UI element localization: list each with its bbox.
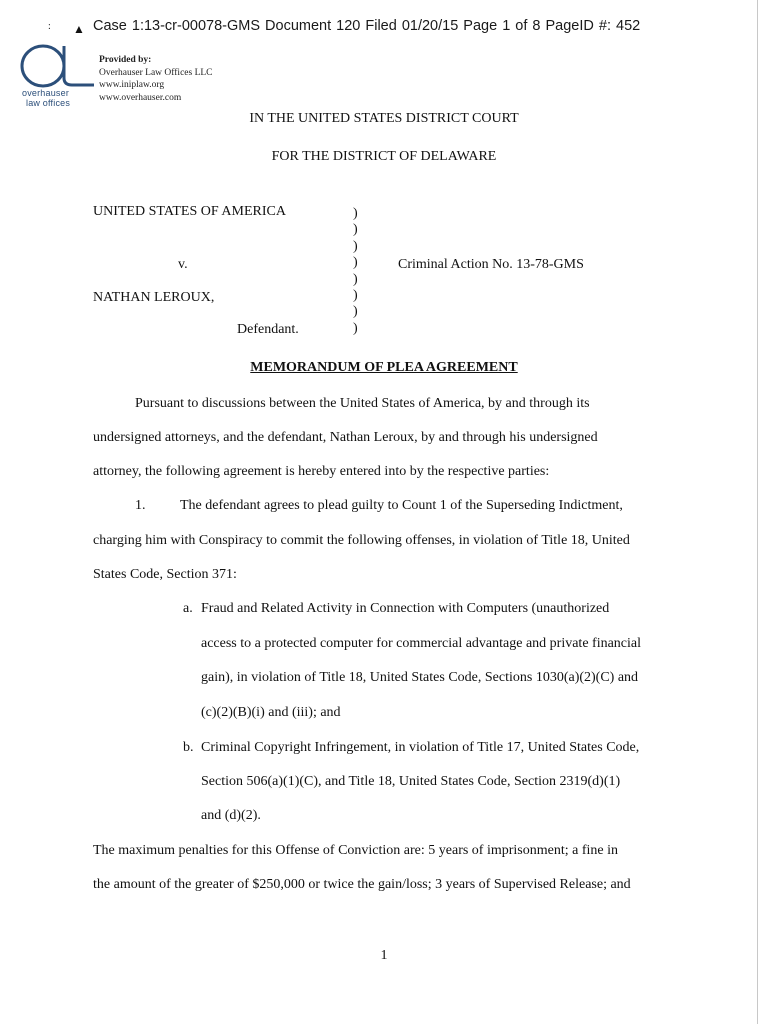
scan-speck: : [48,21,51,32]
paragraph-line: attorney, the following agreement is hereby entered into by the respective parties: [93,464,550,479]
provider-label: Provided by: [99,55,152,65]
list-item-line: Fraud and Related Activity in Connection with Computers (unauthorized [201,601,610,616]
list-item-line: access to a protected computer for commercial advantage and private financial [201,636,642,651]
caption-paren: ) [353,238,358,254]
document-title: MEMORANDUM OF PLEA AGREEMENT [250,360,518,375]
caption-defendant-name: NATHAN LEROUX, [93,290,215,305]
scan-speck-mark: ▲ [73,22,85,36]
list-item-line: Criminal Copyright Infringement, in violation of Title 17, United States Code, [201,740,640,755]
paragraph-line: The maximum penalties for this Offense of Conviction are: 5 years of imprisonment; a fine in [93,843,618,858]
paragraph-line: charging him with Conspiracy to commit the following offenses, in violation of Title 18, United [93,533,630,548]
list-item-marker: b. [183,740,194,755]
list-item-marker: a. [183,601,193,616]
provider-site-1: www.iniplaw.org [99,80,165,90]
logo-wordmark-line-1: overhauser [22,88,70,98]
paragraph-line: The defendant agrees to plead guilty to Count 1 of the Superseding Indictment, [180,498,623,513]
court-heading-line-1: IN THE UNITED STATES DISTRICT COURT [249,111,519,126]
list-item-line: (c)(2)(B)(i) and (iii); and [201,705,341,720]
caption-paren: ) [353,287,358,303]
caption-paren: ) [353,222,358,238]
caption-paren: ) [353,206,358,221]
provider-site-2: www.overhauser.com [99,92,182,103]
paragraph-number: 1. [135,498,146,513]
filing-header-stamp: Case 1:13-cr-00078-GMS Document 120 Filed 01/20/15 Page 1 of 8 PageID #: 452 [93,18,641,34]
court-heading-line-2: FOR THE DISTRICT OF DELAWARE [271,149,497,164]
paragraph-line: undersigned attorneys, and the defendant, Nathan Leroux, by and through his undersigned [93,430,598,445]
caption-paren: ) [353,271,358,287]
paragraph-line: Pursuant to discussions between the United States of America, by and through its [135,396,590,411]
caption-paren: ) [353,320,358,336]
page-number: 1 [380,948,388,963]
caption-paren-column [353,206,358,337]
logo-wordmark [22,88,70,108]
caption-versus: v. [178,257,188,272]
list-item-line: and (d)(2). [201,808,261,823]
list-item-line: gain), in violation of Title 18, United States Code, Sections 1030(a)(2)(C) and [201,670,639,685]
caption-action-number: Criminal Action No. 13-78-GMS [398,257,584,272]
caption-defendant-label: Defendant. [237,322,299,337]
logo-wordmark-line-2: law offices [26,98,71,108]
provider-firm: Overhauser Law Offices LLC [99,67,213,78]
paragraph-line: States Code, Section 371: [93,567,237,582]
caption-plaintiff: UNITED STATES OF AMERICA [93,204,286,219]
paragraph-line: the amount of the greater of $250,000 or twice the gain/loss; 3 years of Supervised Release; and [93,877,631,892]
caption-paren: ) [353,255,358,271]
list-item-line: Section 506(a)(1)(C), and Title 18, United States Code, Section 2319(d)(1) [201,774,621,789]
caption-paren: ) [353,304,358,320]
provider-block [99,54,213,104]
